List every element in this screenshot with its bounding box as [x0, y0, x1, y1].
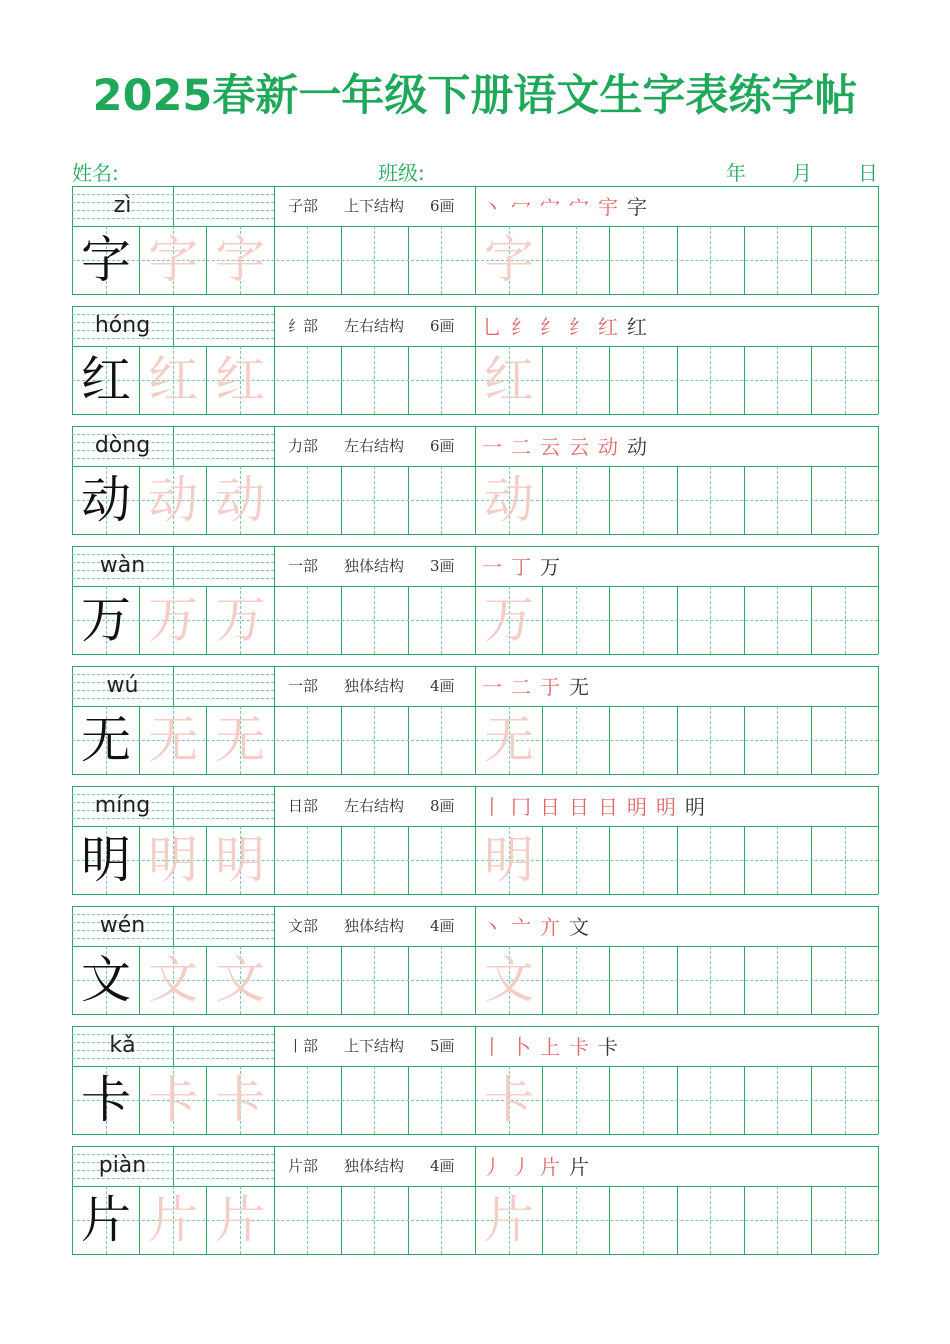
frame-line: [878, 1026, 879, 1134]
grid-guide: [576, 586, 577, 654]
trace-character: 无: [148, 711, 199, 769]
stroke-step: 丶: [482, 195, 502, 219]
stroke-step: 丿: [482, 1155, 502, 1179]
stroke-step: 丿: [511, 1155, 531, 1179]
frame-line: [475, 786, 476, 826]
frame-line: [475, 306, 476, 346]
character-block: [72, 426, 878, 534]
grid-guide: [441, 826, 442, 894]
structure-label: 上下结构: [344, 1037, 405, 1055]
model-character: 红: [81, 351, 131, 409]
grid-guide: [307, 1186, 308, 1254]
stroke-step: 纟: [569, 315, 589, 339]
grid-guide: [777, 226, 778, 294]
grid-guide: [845, 226, 846, 294]
frame-line: [72, 894, 878, 895]
stroke-step: 乚: [482, 315, 502, 339]
frame-line: [173, 1146, 174, 1186]
page-title: 2025春新一年级下册语文生字表练字帖: [92, 71, 858, 121]
stroke-step: 宇: [598, 195, 618, 219]
grid-guide: [710, 826, 711, 894]
grid-guide: [307, 586, 308, 654]
stroke-step: 明: [685, 795, 705, 819]
frame-line: [72, 1134, 878, 1135]
character-block: [72, 786, 878, 894]
trace-character: 文: [215, 951, 266, 1009]
grid-guide: [576, 1066, 577, 1134]
structure-label: 左右结构: [344, 797, 405, 815]
name-label: 姓名:: [72, 161, 119, 185]
pinyin: hóng: [94, 313, 151, 338]
stroke-step: 红: [627, 315, 647, 339]
grid-guide: [777, 706, 778, 774]
model-character: 字: [81, 231, 131, 289]
grid-guide: [576, 346, 577, 414]
model-character: 卡: [81, 1071, 131, 1129]
stroke-step: 红: [598, 315, 618, 339]
trace-character: 明: [484, 831, 534, 889]
stroke-count-label: 4画: [430, 1157, 455, 1175]
grid-guide: [643, 1066, 644, 1134]
month-label: 月: [792, 161, 812, 185]
frame-line: [72, 1254, 878, 1255]
grid-guide: [576, 706, 577, 774]
grid-guide: [845, 1186, 846, 1254]
stroke-count-label: 4画: [430, 677, 455, 695]
model-character: 文: [81, 951, 131, 1009]
structure-label: 独体结构: [344, 557, 405, 575]
frame-line: [878, 666, 879, 774]
frame-line: [475, 426, 476, 466]
stroke-step: 纟: [511, 315, 531, 339]
pinyin: wàn: [99, 553, 146, 578]
grid-guide: [374, 946, 375, 1014]
stroke-step: 亠: [511, 915, 531, 939]
stroke-step: 云: [540, 435, 560, 459]
stroke-step: 上: [540, 1035, 560, 1059]
frame-line: [475, 1026, 476, 1066]
stroke-step: 日: [598, 795, 618, 819]
stroke-step: 字: [627, 195, 647, 219]
character-block: [72, 186, 878, 294]
stroke-step: 片: [569, 1155, 589, 1179]
grid-guide: [845, 466, 846, 534]
trace-character: 动: [484, 471, 534, 529]
frame-line: [878, 1146, 879, 1254]
frame-line: [274, 426, 275, 466]
trace-character: 文: [484, 951, 534, 1009]
pinyin: dòng: [94, 433, 151, 458]
pinyin: wén: [99, 913, 146, 938]
stroke-step: 纟: [540, 315, 560, 339]
grid-guide: [710, 1066, 711, 1134]
grid-guide: [777, 826, 778, 894]
frame-line: [878, 786, 879, 894]
character-block: [72, 906, 878, 1014]
radical-label: 纟部: [288, 317, 319, 335]
trace-character: 卡: [148, 1071, 199, 1129]
stroke-step: 文: [569, 915, 589, 939]
grid-guide: [710, 346, 711, 414]
stroke-step: 片: [540, 1155, 560, 1179]
grid-guide: [845, 586, 846, 654]
frame-line: [274, 1146, 275, 1186]
grid-guide: [307, 346, 308, 414]
trace-character: 动: [215, 471, 266, 529]
trace-character: 万: [148, 591, 199, 649]
trace-character: 明: [148, 831, 199, 889]
grid-guide: [710, 706, 711, 774]
model-character: 明: [81, 831, 131, 889]
stroke-step: 卡: [569, 1035, 589, 1059]
grid-guide: [710, 226, 711, 294]
grid-guide: [441, 1066, 442, 1134]
trace-character: 红: [148, 351, 199, 409]
radical-label: 日部: [288, 797, 319, 815]
structure-label: 左右结构: [344, 437, 405, 455]
grid-guide: [710, 466, 711, 534]
stroke-step: 无: [569, 675, 589, 699]
radical-label: 子部: [288, 197, 319, 215]
frame-line: [72, 774, 878, 775]
trace-character: 片: [148, 1191, 199, 1249]
stroke-step: 动: [598, 435, 618, 459]
grid-guide: [777, 1186, 778, 1254]
grid-guide: [307, 466, 308, 534]
frame-line: [173, 786, 174, 826]
stroke-step: 云: [569, 435, 589, 459]
trace-character: 明: [215, 831, 266, 889]
trace-character: 卡: [484, 1071, 534, 1129]
grid-guide: [643, 226, 644, 294]
radical-label: 一部: [288, 557, 319, 575]
stroke-step: 明: [627, 795, 647, 819]
structure-label: 独体结构: [344, 1157, 405, 1175]
frame-line: [173, 906, 174, 946]
frame-line: [475, 186, 476, 226]
frame-line: [475, 666, 476, 706]
radical-label: 一部: [288, 677, 319, 695]
model-character: 无: [81, 711, 131, 769]
trace-character: 卡: [215, 1071, 266, 1129]
stroke-step: 宀: [569, 195, 589, 219]
stroke-step: 二: [511, 675, 531, 699]
grid-guide: [777, 346, 778, 414]
stroke-count-label: 8画: [430, 797, 455, 815]
grid-guide: [307, 226, 308, 294]
frame-line: [878, 546, 879, 654]
grid-guide: [374, 226, 375, 294]
frame-line: [274, 306, 275, 346]
trace-character: 字: [148, 231, 199, 289]
trace-character: 字: [215, 231, 266, 289]
model-character: 动: [81, 471, 131, 529]
stroke-count-label: 3画: [430, 557, 455, 575]
stroke-step: 一: [482, 435, 502, 459]
frame-line: [173, 426, 174, 466]
stroke-count-label: 6画: [430, 197, 455, 215]
stroke-step: 亣: [540, 915, 560, 939]
grid-guide: [441, 226, 442, 294]
frame-line: [274, 906, 275, 946]
grid-guide: [643, 826, 644, 894]
stroke-step: 丨: [482, 795, 502, 819]
day-label: 日: [858, 161, 878, 185]
stroke-step: 于: [540, 675, 560, 699]
pinyin: piàn: [98, 1153, 147, 1178]
grid-guide: [643, 946, 644, 1014]
trace-character: 片: [484, 1191, 534, 1249]
radical-label: 片部: [288, 1157, 319, 1175]
grid-guide: [643, 1186, 644, 1254]
grid-guide: [845, 706, 846, 774]
frame-line: [72, 414, 878, 415]
frame-line: [173, 1026, 174, 1066]
stroke-step: 卡: [598, 1035, 618, 1059]
pinyin: zì: [113, 193, 132, 218]
grid-guide: [374, 826, 375, 894]
trace-character: 无: [215, 711, 266, 769]
grid-guide: [307, 1066, 308, 1134]
trace-character: 无: [484, 711, 534, 769]
grid-guide: [777, 946, 778, 1014]
pinyin: kǎ: [109, 1033, 136, 1058]
character-block: [72, 666, 878, 774]
frame-line: [878, 426, 879, 534]
structure-label: 左右结构: [344, 317, 405, 335]
grid-guide: [441, 946, 442, 1014]
character-block: [72, 1146, 878, 1254]
grid-guide: [845, 946, 846, 1014]
grid-guide: [374, 346, 375, 414]
model-character: 万: [81, 591, 131, 649]
frame-line: [72, 1014, 878, 1015]
frame-line: [173, 546, 174, 586]
grid-guide: [777, 586, 778, 654]
frame-line: [878, 306, 879, 414]
grid-guide: [374, 466, 375, 534]
grid-guide: [441, 706, 442, 774]
grid-guide: [441, 1186, 442, 1254]
grid-guide: [441, 586, 442, 654]
grid-guide: [643, 346, 644, 414]
stroke-count-label: 6画: [430, 317, 455, 335]
frame-line: [173, 306, 174, 346]
grid-guide: [576, 946, 577, 1014]
structure-label: 独体结构: [344, 917, 405, 935]
trace-character: 动: [148, 471, 199, 529]
stroke-step: 冖: [511, 195, 531, 219]
character-block: [72, 1026, 878, 1134]
radical-label: 力部: [288, 437, 319, 455]
stroke-step: 丨: [482, 1035, 502, 1059]
grid-guide: [845, 346, 846, 414]
grid-guide: [576, 226, 577, 294]
structure-label: 上下结构: [344, 197, 405, 215]
grid-guide: [777, 1066, 778, 1134]
stroke-count-label: 5画: [430, 1037, 455, 1055]
stroke-step: 一: [482, 675, 502, 699]
grid-guide: [374, 1186, 375, 1254]
frame-line: [274, 786, 275, 826]
frame-line: [274, 666, 275, 706]
stroke-step: 宀: [540, 195, 560, 219]
trace-character: 片: [215, 1191, 266, 1249]
frame-line: [72, 654, 878, 655]
grid-guide: [374, 586, 375, 654]
grid-guide: [777, 466, 778, 534]
class-label: 班级:: [378, 161, 425, 185]
pinyin: wú: [106, 673, 139, 698]
frame-line: [475, 906, 476, 946]
frame-line: [878, 906, 879, 1014]
stroke-step: 二: [511, 435, 531, 459]
stroke-step: 冂: [511, 795, 531, 819]
grid-guide: [576, 466, 577, 534]
stroke-step: 明: [656, 795, 676, 819]
frame-line: [274, 1026, 275, 1066]
frame-line: [274, 546, 275, 586]
grid-guide: [441, 346, 442, 414]
trace-character: 文: [148, 951, 199, 1009]
year-label: 年: [726, 161, 746, 185]
grid-guide: [307, 946, 308, 1014]
grid-guide: [576, 1186, 577, 1254]
frame-line: [475, 1146, 476, 1186]
grid-guide: [710, 1186, 711, 1254]
stroke-count-label: 6画: [430, 437, 455, 455]
stroke-step: 动: [627, 435, 647, 459]
frame-line: [475, 546, 476, 586]
trace-character: 万: [484, 591, 534, 649]
radical-label: 文部: [288, 917, 319, 935]
stroke-count-label: 4画: [430, 917, 455, 935]
frame-line: [72, 534, 878, 535]
frame-line: [173, 666, 174, 706]
stroke-step: 丁: [511, 555, 531, 579]
structure-label: 独体结构: [344, 677, 405, 695]
grid-guide: [307, 706, 308, 774]
stroke-step: 一: [482, 555, 502, 579]
grid-guide: [307, 826, 308, 894]
stroke-step: 日: [569, 795, 589, 819]
grid-guide: [643, 586, 644, 654]
stroke-step: 万: [540, 555, 560, 579]
frame-line: [173, 186, 174, 226]
trace-character: 红: [484, 351, 534, 409]
model-character: 片: [81, 1191, 131, 1249]
character-block: [72, 306, 878, 414]
grid-guide: [845, 1066, 846, 1134]
frame-line: [274, 186, 275, 226]
character-block: [72, 546, 878, 654]
frame-line: [878, 186, 879, 294]
grid-guide: [710, 586, 711, 654]
grid-guide: [576, 826, 577, 894]
grid-guide: [643, 466, 644, 534]
grid-guide: [374, 1066, 375, 1134]
radical-label: 丨部: [288, 1037, 319, 1055]
grid-guide: [643, 706, 644, 774]
stroke-step: 丶: [482, 915, 502, 939]
stroke-step: 日: [540, 795, 560, 819]
grid-guide: [845, 826, 846, 894]
grid-guide: [710, 946, 711, 1014]
trace-character: 万: [215, 591, 266, 649]
grid-guide: [374, 706, 375, 774]
stroke-step: 卜: [511, 1035, 531, 1059]
trace-character: 红: [215, 351, 266, 409]
pinyin: míng: [94, 793, 151, 818]
grid-guide: [441, 466, 442, 534]
frame-line: [72, 294, 878, 295]
trace-character: 字: [484, 231, 534, 289]
